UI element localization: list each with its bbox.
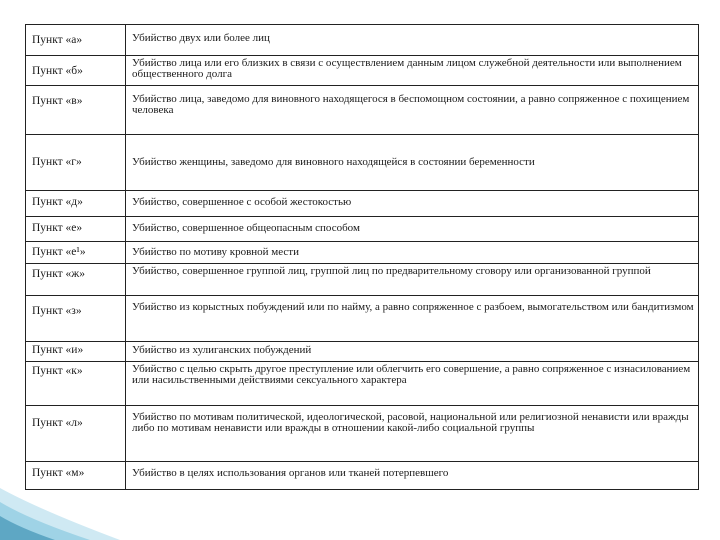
row-label: Пункт «в» [26,86,126,135]
row-text: Убийство в целях использования органов или тканей потерпевшего [126,462,699,490]
table-row [26,56,699,86]
row-label: Пункт «л» [26,406,126,462]
row-label: Пункт «а» [26,25,126,56]
table-row [26,362,699,406]
table-row [26,191,699,217]
row-text: Убийство, совершенное общеопасным способом [126,217,699,242]
row-label: Пункт «г» [26,135,126,191]
row-text: Убийство по мотивам политической, идеологической, расовой, национальной или религиозной ненависти или вражды либо по мотивам ненависти или вражды в отношении какой-либо социальной группы [126,406,699,462]
row-label: Пункт «ж» [26,264,126,296]
table-row [26,86,699,135]
table-row [26,342,699,362]
row-text: Убийство из хулиганских побуждений [126,342,699,362]
table-row [26,242,699,264]
row-text: Убийство лица или его близких в связи с осуществлением данным лицом служебной деятельности или выполнением общественного долга [126,56,699,86]
row-text: Убийство с целью скрыть другое преступление или облегчить его совершение, а равно сопряженное с изнасилованием или насильственными действиями сексуального характера [126,362,699,406]
table-row [26,406,699,462]
table-row [26,264,699,296]
row-text: Убийство двух или более лиц [126,25,699,56]
row-label: Пункт «и» [26,342,126,362]
table-row [26,462,699,490]
table-row [26,296,699,342]
murder-qualifications-table [25,24,699,490]
row-text: Убийство из корыстных побуждений или по найму, а равно сопряженное с разбоем, вымогательством или бандитизмом [126,296,699,342]
row-text: Убийство лица, заведомо для виновного находящегося в беспомощном состоянии, а равно сопряженное с похищением человека [126,86,699,135]
table-row [26,217,699,242]
table-row [26,135,699,191]
row-text: Убийство по мотиву кровной мести [126,242,699,264]
row-label: Пункт «м» [26,462,126,490]
row-label: Пункт «д» [26,191,126,217]
row-text: Убийство, совершенное группой лиц, группой лиц по предварительному сговору или организованной группой [126,264,699,296]
row-text: Убийство, совершенное с особой жестокостью [126,191,699,217]
row-label: Пункт «з» [26,296,126,342]
table-row [26,25,699,56]
row-text: Убийство женщины, заведомо для виновного находящейся в состоянии беременности [126,135,699,191]
row-label: Пункт «к» [26,362,126,406]
row-label: Пункт «е¹» [26,242,126,264]
row-label: Пункт «б» [26,56,126,86]
row-label: Пункт «е» [26,217,126,242]
